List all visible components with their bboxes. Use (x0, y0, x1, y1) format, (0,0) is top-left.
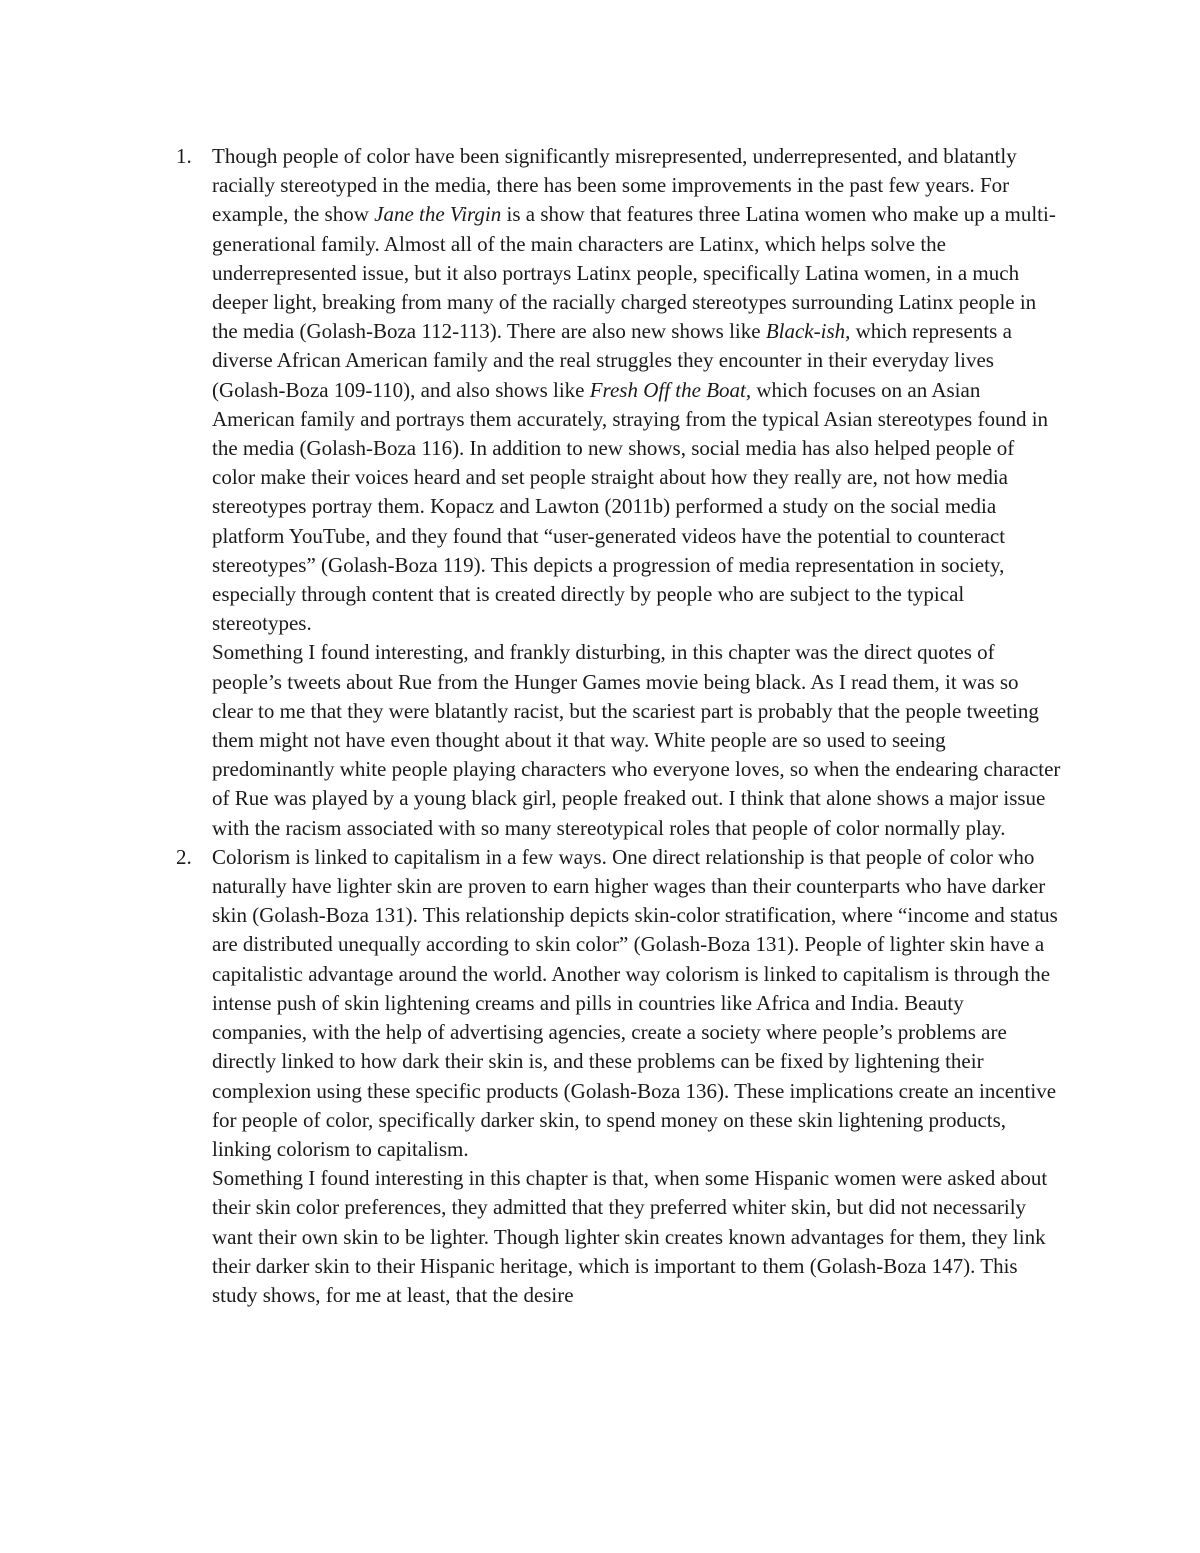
text-run: Though people of color have been significantly misrepresented, underrepresented, and blatantly racially stereotyped in the media, there has been some improvements in the past few years. For example, the show (212, 144, 1017, 227)
text-run: Colorism is linked to capitalism in a few ways. One direct relationship is that people of color who naturally have lighter skin are proven to earn higher wages than their counterparts who have darker skin (Golash-Boza 131). This relationship depicts skin-color stratification, where “income and status are distributed unequally according to skin color” (Golash-Boza 131). People of lighter skin have a capitalistic advantage around the world. Another way colorism is linked to capitalism is through the intense push of skin lightening creams and pills in countries like Africa and India. Beauty companies, with the help of advertising agencies, create a society where people’s problems are directly linked to how dark their skin is, and these problems can be fixed by lightening their complexion using these specific products (Golash-Boza 136). These implications create an incentive for people of color, specifically darker skin, to spend money on these skin lightening products, linking colorism to capitalism. (212, 844, 1058, 1161)
paragraph (212, 638, 1062, 842)
list-number: 1. (176, 144, 192, 168)
paragraph (212, 1164, 1062, 1310)
text-run: Something I found interesting in this chapter is that, when some Hispanic women were asked about their skin color preferences, they admitted that they preferred whiter skin, but did not necessarily want their own skin to be lighter. Though lighter skin creates known advantages for them, they link their darker skin to their Hispanic heritage, which is important to them (Golash-Boza 147). This study shows, for me at least, that the desire (212, 1166, 1048, 1307)
text-run: which represents a diverse African American family and the real struggles they encounter in their everyday lives (Golash-Boza 109-110), and also shows like (212, 319, 1012, 402)
text-run: which focuses on an Asian American family and portrays them accurately, straying from the typical Asian stereotypes found in the media (Golash-Boza 116). In addition to new shows, social media has also helped people of color make their voices heard and set people straight about how they really are, not how media stereotypes portray them. Kopacz and Lawton (2011b) performed a study on the social media platform YouTube, and they found that “user-generated videos have the potential to counteract stereotypes” (Golash-Boza 119). This depicts a progression of media representation in society, especially through content that is created directly by people who are subject to the typical stereotypes. (212, 377, 1049, 636)
paragraph (212, 142, 1062, 638)
show-title-black-ish: Black-ish, (765, 319, 851, 344)
paragraph (212, 843, 1062, 1164)
list-item-1 (172, 142, 1062, 843)
numbered-list (172, 142, 1062, 1310)
list-item-2 (172, 843, 1062, 1310)
list-number: 2. (176, 844, 192, 869)
text-run: Something I found interesting, and frankly disturbing, in this chapter was the direct quotes of people’s tweets about Rue from the Hunger Games movie being black. As I read them, it was so clear to me that they were blatantly racist, but the scariest part is probably that the people tweeting them might not have even thought about it that way. White people are so used to seeing predominantly white people playing characters who everyone loves, so when the endearing character of Rue was played by a young black girl, people freaked out. I think that alone shows a major issue with the racism associated with so many stereotypical roles that people of color normally play. (212, 640, 1061, 840)
show-title-jane-the-virgin: Jane the Virgin (374, 202, 502, 227)
show-title-fresh-off-the-boat: Fresh Off the Boat, (589, 377, 752, 402)
text-run: is a show that features three Latina women who make up a multi-generational family. Almost all of the main characters are Latinx, which helps solve the underrepresented issue, but it also portrays Latinx people, specifically Latina women, in a much deeper light, breaking from many of the racially charged stereotypes surrounding Latinx people in the media (Golash-Boza 112-113). There are also new shows like (212, 202, 1056, 344)
